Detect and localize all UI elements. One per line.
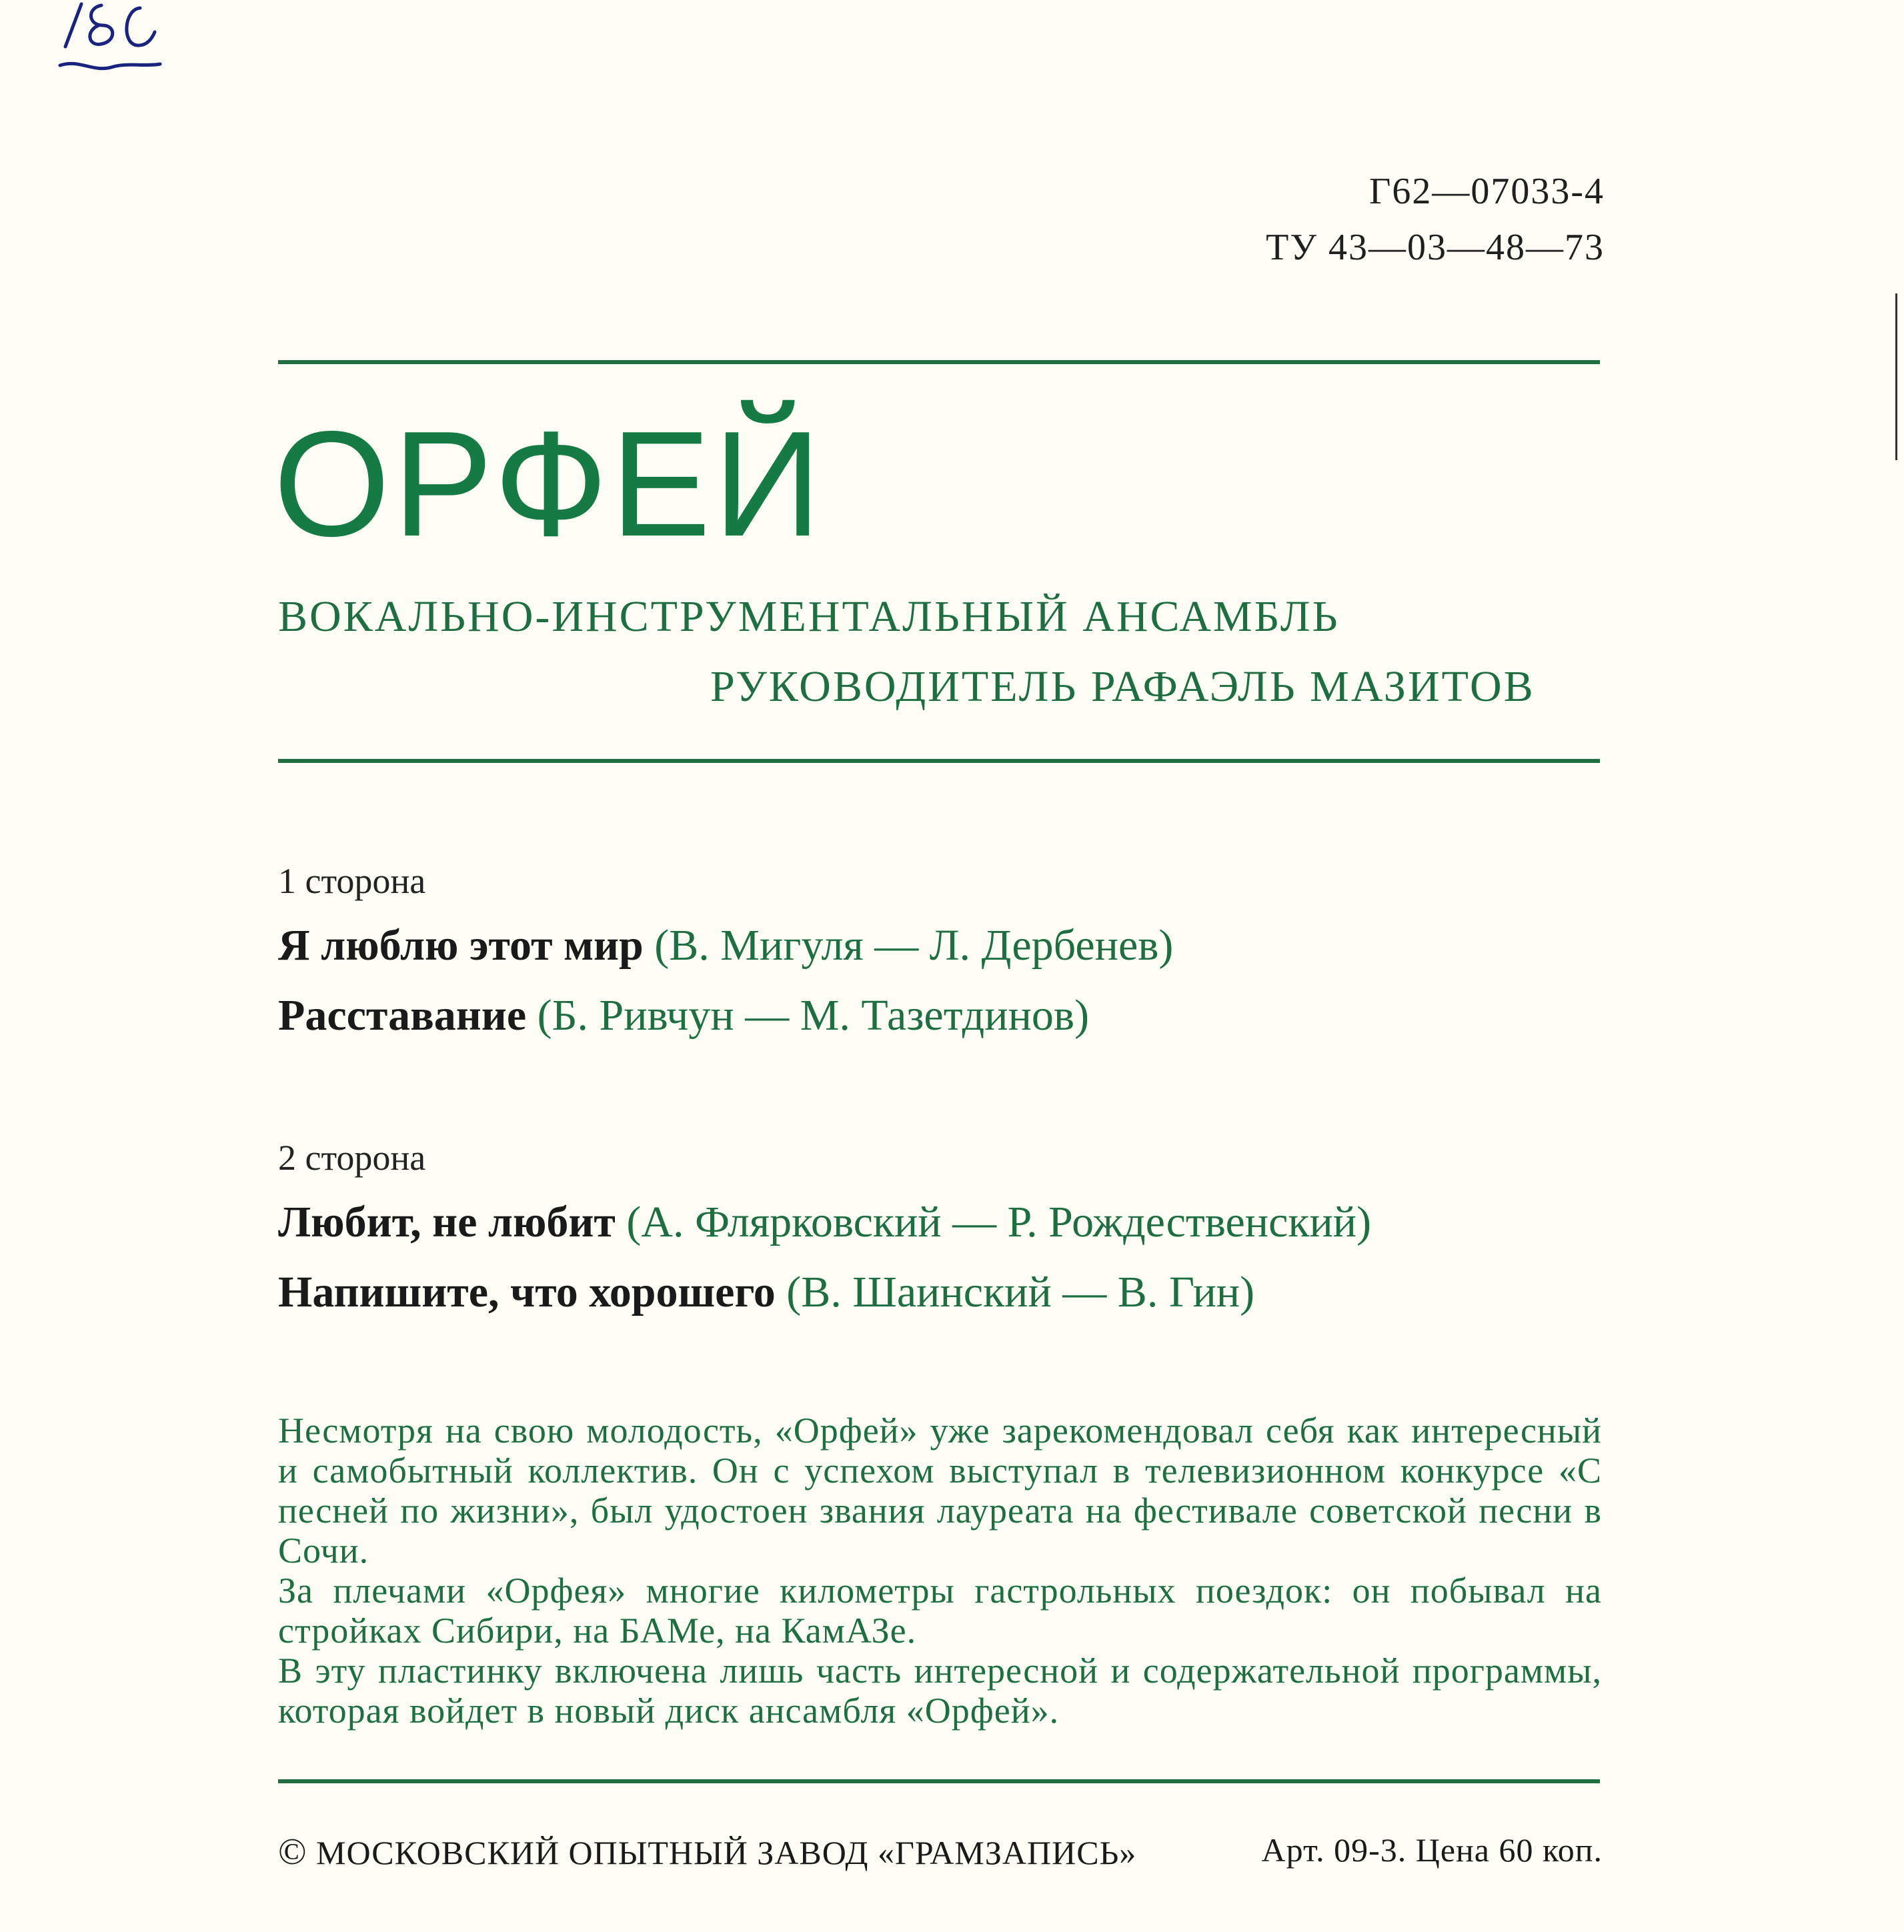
copyright-icon: © [278,1831,307,1873]
description-paragraph: Несмотря на свою молодость, «Орфей» уже зарекомендовал себя как интересный и самобытный коллектив. Он с успехом выступал в телевизионном конкурсе «С песней по жизни», был удостоен звания лауреата на фестивале советской песни в Сочи. [278,1410,1602,1571]
side-1-label: 1 сторона [278,861,426,901]
track-credits: (А. Флярковский — Р. Рождественский) [626,1198,1372,1246]
middle-divider [278,759,1600,763]
publisher-name: МОСКОВСКИЙ ОПЫТНЫЙ ЗАВОД «ГРАМЗАПИСЬ» [316,1834,1137,1871]
album-title: ОРФЕЙ [273,399,824,568]
subtitle-line-1: ВОКАЛЬНО-ИНСТРУМЕНТАЛЬНЫЙ АНСАМБЛЬ [278,592,1340,641]
track-title: Любит, не любит [278,1198,616,1246]
price-info: Арт. 09-3. Цена 60 коп. [1261,1831,1603,1869]
track-title: Расставание [278,991,527,1040]
track-list-item [278,1197,1371,1248]
catalog-code: Г62—07033-4 [1368,171,1605,212]
subtitle-line-2: РУКОВОДИТЕЛЬ РАФАЭЛЬ МАЗИТОВ [710,662,1535,711]
track-credits: (В. Мигуля — Л. Дербенев) [654,921,1174,970]
track-title: Напишите, что хорошего [278,1268,776,1316]
track-list-item [278,990,1089,1041]
description-paragraph: В эту пластинку включена лишь часть интересной и содержательной программы, которая войдет в новый диск ансамбля «Орфей». [278,1651,1602,1731]
catalog-standard: ТУ 43—03—48—73 [1266,227,1605,268]
track-list-item [278,920,1173,971]
scan-edge-line [1895,293,1897,460]
description-paragraph: За плечами «Орфея» многие километры гастрольных поездок: он побывал на стройках Сибири, на БАМе, на КамАЗе. [278,1571,1602,1651]
publisher-line [278,1831,1136,1873]
side-2-label: 2 сторона [278,1138,426,1178]
track-title: Я люблю этот мир [278,921,644,970]
catalog-info [1266,163,1605,275]
track-credits: (Б. Ривчун — М. Тазетдинов) [537,991,1090,1040]
track-credits: (В. Шаинский — В. Гин) [786,1268,1255,1316]
track-list-item [278,1267,1254,1318]
album-description [278,1410,1602,1731]
bottom-divider [278,1779,1600,1783]
top-divider [278,360,1600,364]
handwritten-number-180 [47,0,200,87]
